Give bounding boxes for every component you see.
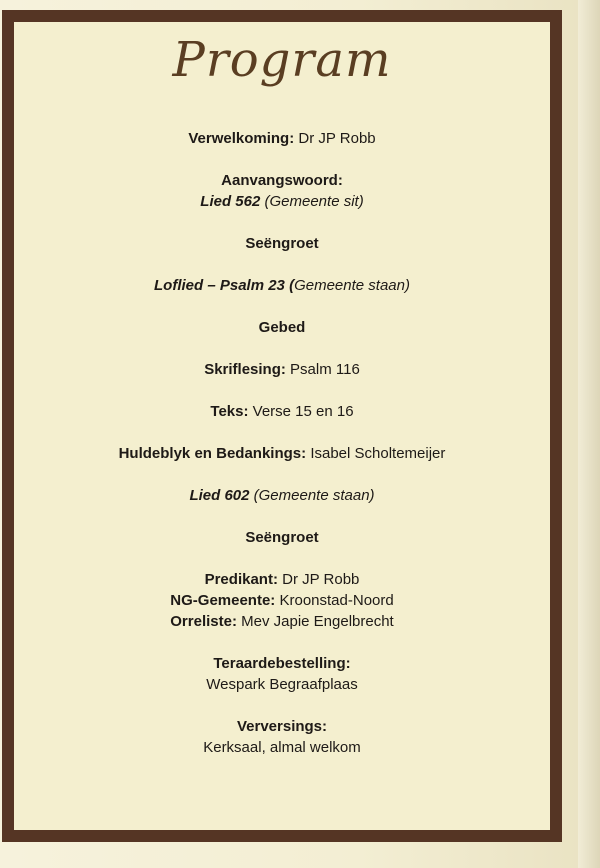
program-item-huldeblyk xyxy=(2,443,562,464)
item-label: Verwelkoming: xyxy=(188,130,295,147)
program-item-verwelkoming xyxy=(2,128,562,149)
item-label: Seëngroet xyxy=(245,529,319,546)
program-item-predikant xyxy=(2,569,562,590)
item-label: Skriflesing: xyxy=(204,361,286,378)
song-title: Lied 562 xyxy=(200,193,261,210)
page-title: Program xyxy=(172,32,392,88)
item-label: Predikant: xyxy=(204,571,278,588)
item-label: Gebed xyxy=(258,319,306,336)
card-edge-shadow xyxy=(578,0,600,868)
item-label: Teraardebestelling: xyxy=(213,655,351,672)
item-note: (Gemeente sit) xyxy=(264,193,364,210)
program-item-gemeente xyxy=(2,590,562,611)
program-item-teraarde xyxy=(2,653,562,674)
item-value: Wespark Begraafplaas xyxy=(206,676,358,693)
paren-open: ( xyxy=(289,277,295,294)
item-label: Huldeblyk en Bedankings: xyxy=(118,445,307,462)
program-item-orreliste xyxy=(2,611,562,632)
program-list xyxy=(2,128,562,758)
item-label: Verversings: xyxy=(236,718,328,735)
program-item-verversings-value xyxy=(2,737,562,758)
item-value: Dr JP Robb xyxy=(298,130,376,147)
program-item-seengroet xyxy=(2,233,562,254)
program-item-aanvangswoord xyxy=(2,170,562,191)
item-value: Dr JP Robb xyxy=(282,571,360,588)
program-item-teks xyxy=(2,401,562,422)
item-value: Isabel Scholtemeijer xyxy=(310,445,446,462)
program-item-verversings xyxy=(2,716,562,737)
program-item-aanvangswoord-song xyxy=(2,191,562,212)
item-value: Kerksaal, almal welkom xyxy=(203,739,361,756)
program-item-lied602 xyxy=(2,485,562,506)
item-value: Kroonstad-Noord xyxy=(279,592,394,609)
item-value: Verse 15 en 16 xyxy=(252,403,354,420)
item-value: Mev Japie Engelbrecht xyxy=(241,613,394,630)
item-value: Psalm 116 xyxy=(290,361,360,378)
program-item-seengroet-2 xyxy=(2,527,562,548)
item-note: (Gemeente staan) xyxy=(253,487,375,504)
program-item-loflied xyxy=(2,275,562,296)
item-label: Seëngroet xyxy=(245,235,319,252)
item-label: NG-Gemeente: xyxy=(170,592,276,609)
item-label: Aanvangswoord: xyxy=(221,172,343,189)
item-note: Gemeente staan) xyxy=(294,277,410,294)
program-item-skriflesing xyxy=(2,359,562,380)
song-title: Loflied – Psalm 23 xyxy=(154,277,285,294)
item-label: Teks: xyxy=(210,403,249,420)
program-item-teraarde-value xyxy=(2,674,562,695)
song-title: Lied 602 xyxy=(189,487,250,504)
program-item-gebed xyxy=(2,317,562,338)
item-label: Orreliste: xyxy=(170,613,237,630)
